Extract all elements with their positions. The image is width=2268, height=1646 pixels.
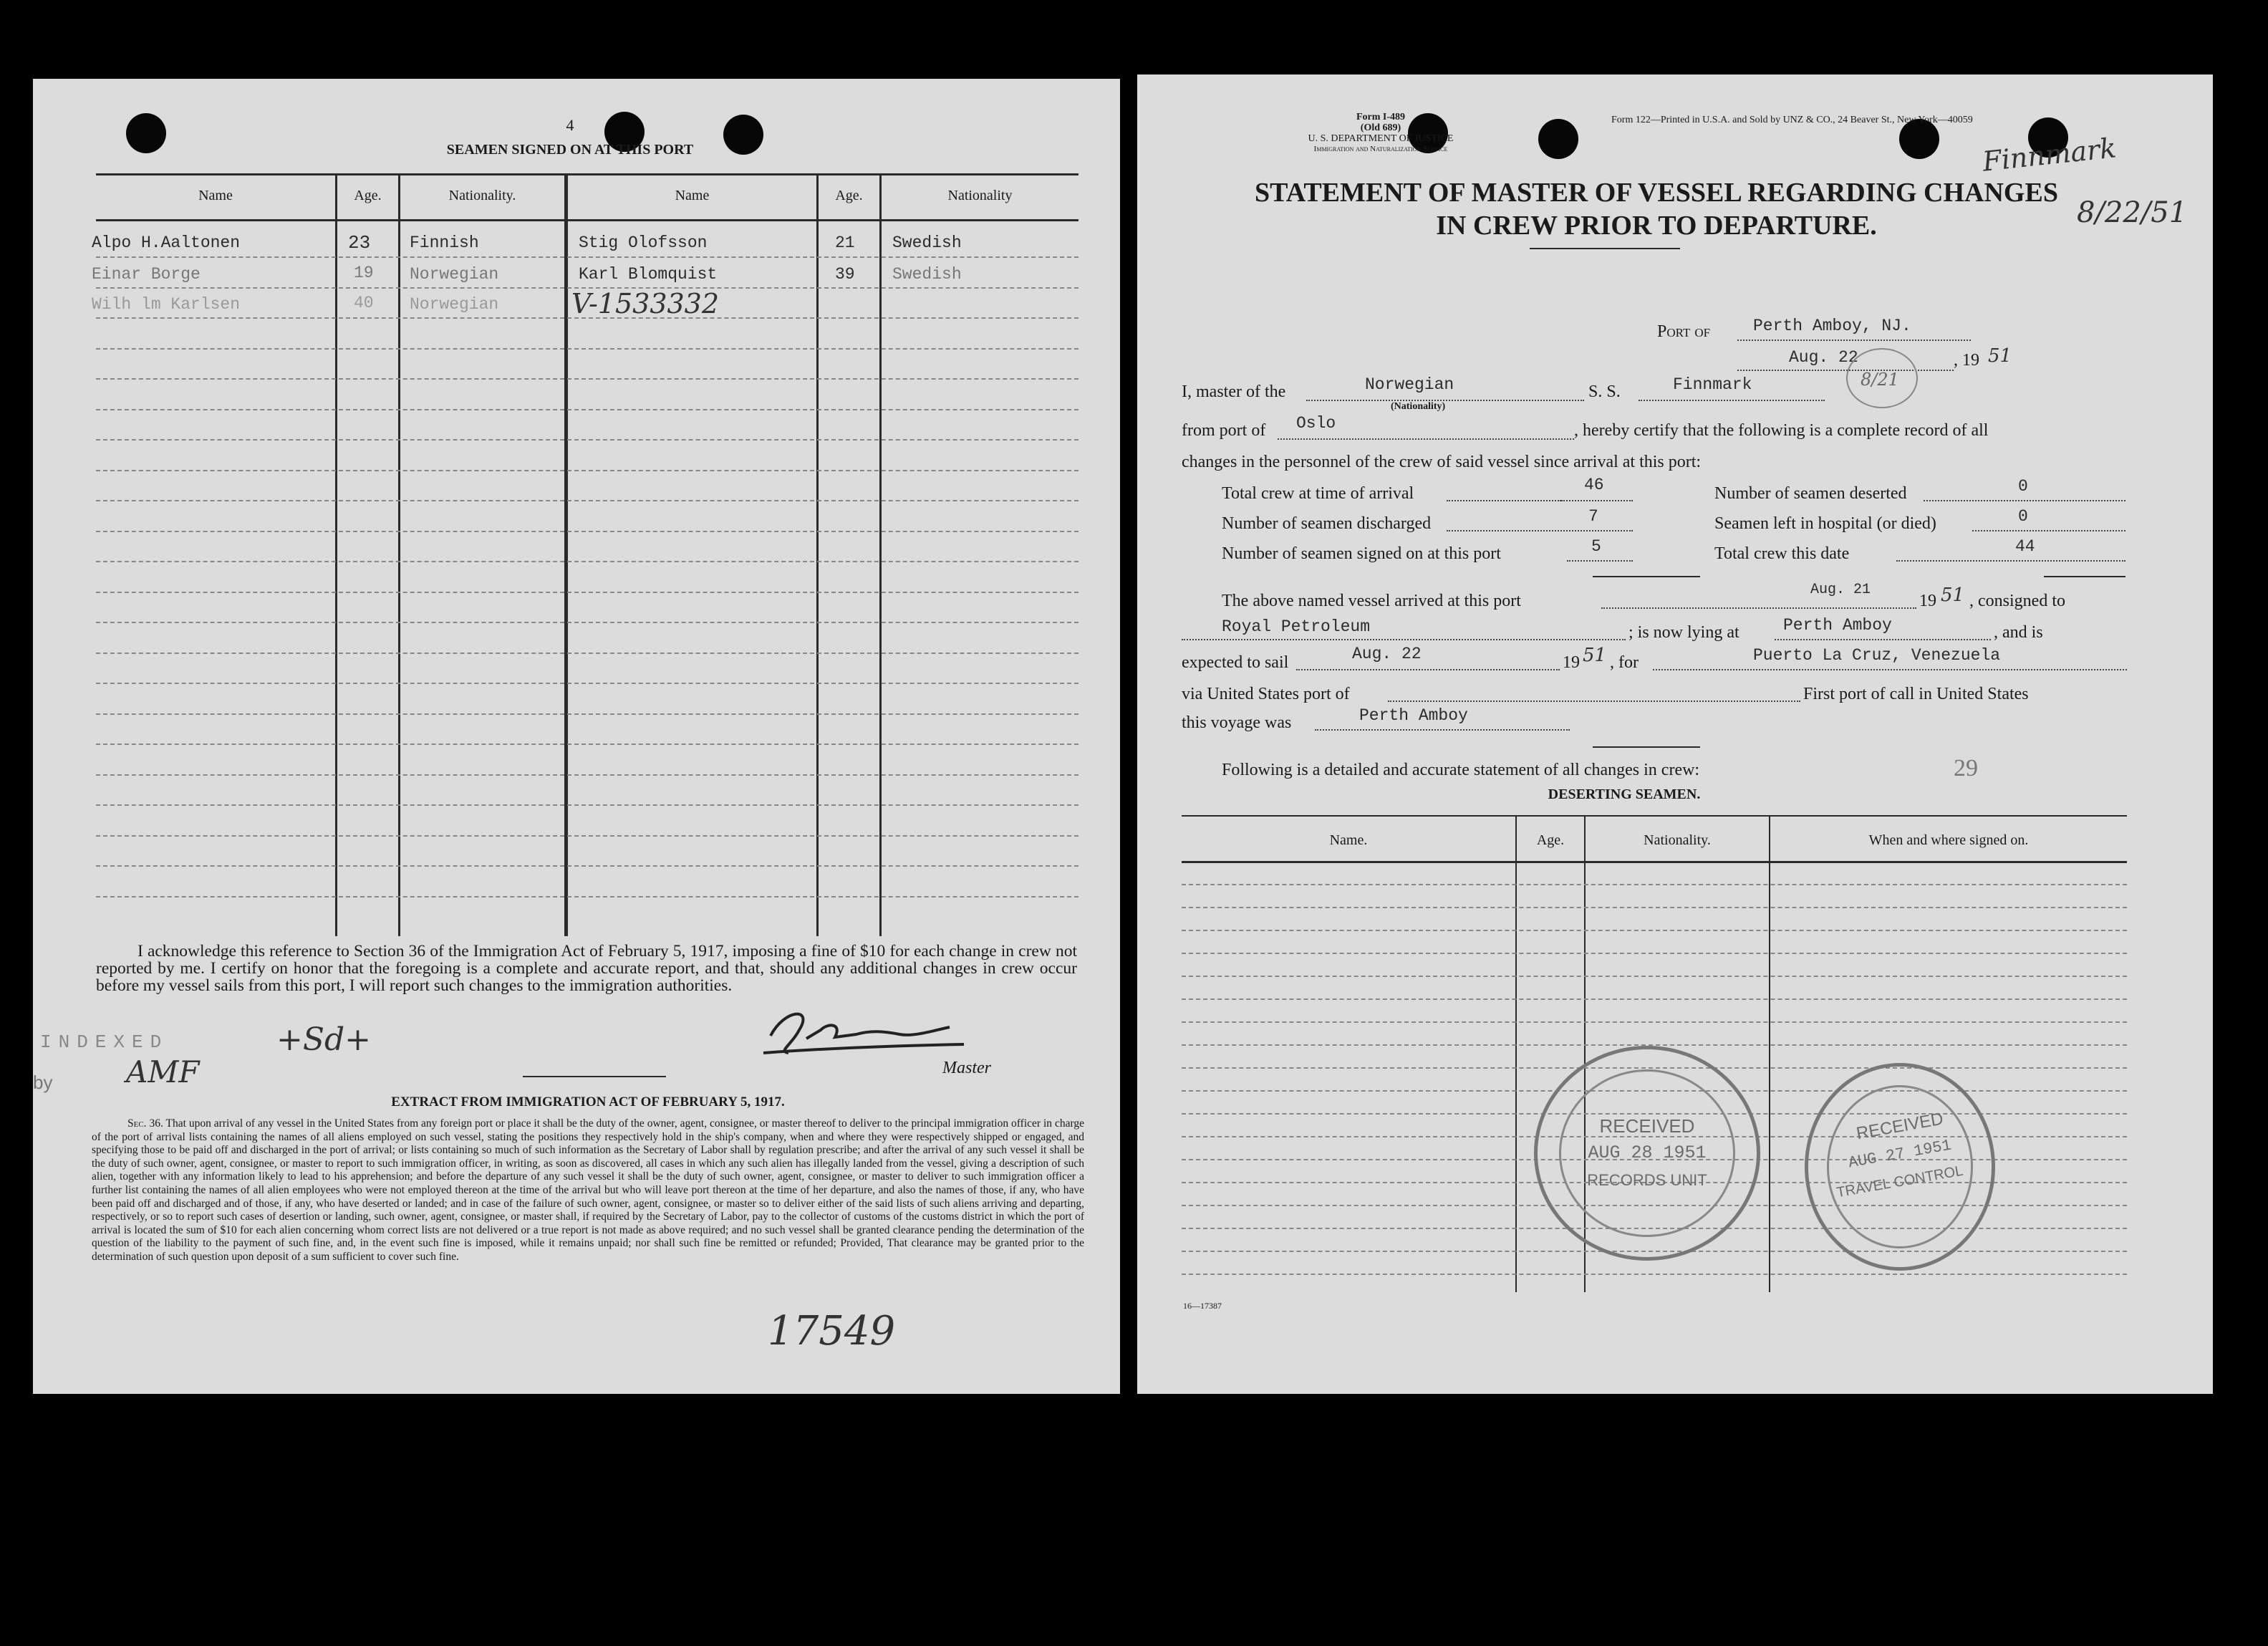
row-rule — [1182, 953, 2127, 954]
left-page — [33, 79, 1120, 1394]
divider-rule — [1593, 746, 1700, 748]
footer-code: 16—17387 — [1183, 1301, 1222, 1311]
master-signature — [749, 1001, 978, 1066]
seaman-nationality: Norwegian — [410, 295, 499, 314]
row-rule — [1182, 1021, 2127, 1023]
date-value: Aug. 22 — [1789, 348, 1858, 367]
changes-count: 29 — [1954, 755, 1978, 781]
seaman-age: 39 — [835, 265, 855, 284]
arrived-label: The above named vessel arrived at this port — [1222, 592, 1521, 610]
stat-underline — [1561, 500, 1633, 501]
lying-at-label: ; is now lying at — [1628, 623, 1739, 642]
stamp-date: AUG 28 1951 — [1588, 1142, 1707, 1163]
year-prefix: , 19 — [1954, 351, 1979, 370]
total-crew-arrival-label: Total crew at time of arrival — [1222, 484, 1414, 503]
lying-at-value: Perth Amboy — [1783, 616, 1892, 635]
row-rule — [1182, 930, 2127, 931]
ship-underline — [1639, 400, 1825, 401]
stamp-received: RECEIVED — [1599, 1115, 1695, 1137]
handwritten-ship-name: Finnmark — [1981, 132, 2118, 178]
seaman-age: 19 — [354, 264, 374, 282]
voyage-label: this voyage was — [1182, 713, 1292, 732]
destination-value: Puerto La Cruz, Venezuela — [1753, 646, 2001, 665]
punch-hole — [1538, 119, 1578, 159]
seaman-age: 40 — [354, 294, 374, 312]
section-label: Sec. 36. — [127, 1117, 163, 1130]
row-rule — [96, 865, 1078, 867]
extract-title: EXTRACT FROM IMMIGRATION ACT OF FEBRUARY 5, 1917. — [391, 1094, 785, 1110]
service-name: Immigration and Naturalization Service — [1313, 145, 1448, 153]
seaman-name: Karl Blomquist — [579, 265, 718, 284]
deserted-value: 0 — [2018, 477, 2028, 496]
old-form-number: (Old 689) — [1360, 122, 1401, 133]
sail-year: 51 — [1583, 645, 1607, 666]
row-rule — [96, 804, 1078, 806]
stat-underline — [1924, 500, 2125, 501]
extract-text — [92, 1117, 1084, 1264]
from-port-value: Oslo — [1296, 414, 1336, 433]
indexed-stamp: INDEXED — [40, 1031, 169, 1053]
handwritten-date: 8/22/51 — [2077, 196, 2188, 229]
nationality-caption: (Nationality) — [1391, 401, 1446, 412]
expected-label: expected to sail — [1182, 653, 1289, 672]
date-underline — [1737, 370, 1954, 371]
column-header-name: Name — [675, 188, 710, 203]
following-text: Following is a detailed and accurate statement of all changes in crew: — [1222, 761, 1700, 779]
records-unit-stamp — [1534, 1046, 1760, 1261]
port-underline — [1737, 340, 1971, 341]
first-port-label: First port of call in United States — [1803, 685, 2029, 703]
indexed-mark: +Sd+ — [276, 1021, 372, 1058]
travel-control-stamp — [1805, 1063, 1995, 1271]
printer-line: Form 122—Printed in U.S.A. and Sold by UNZ & CO., 24 Beaver St., New York—40059 — [1611, 115, 1973, 125]
arrived-underline — [1601, 607, 1916, 609]
row-rule — [1182, 1274, 2127, 1275]
row-rule — [96, 561, 1078, 562]
form-header — [1245, 112, 1517, 155]
seaman-name: Wilh lm Karlsen — [92, 295, 241, 314]
by-initials: AMF — [126, 1054, 200, 1089]
table-header-rule — [96, 219, 1078, 221]
deserting-column-name: Name. — [1329, 832, 1368, 848]
sail-date: Aug. 22 — [1352, 645, 1422, 663]
row-rule — [96, 653, 1078, 654]
total-crew-arrival-value: 46 — [1584, 476, 1604, 494]
stat-total-rule — [2044, 576, 2125, 577]
deserting-seamen-title: DESERTING SEAMEN. — [1548, 786, 1701, 802]
circle-mark-text: 8/21 — [1861, 370, 1899, 390]
title-underline — [1530, 248, 1680, 249]
stat-underline — [1447, 530, 1633, 531]
row-rule — [1182, 998, 2127, 1000]
total-crew-date-label: Total crew this date — [1714, 544, 1850, 563]
hospital-label: Seamen left in hospital (or died) — [1714, 514, 1936, 533]
consignee-value: Royal Petroleum — [1222, 617, 1371, 636]
right-page — [1137, 74, 2213, 1394]
deserted-label: Number of seamen deserted — [1714, 484, 1907, 503]
total-crew-date-value: 44 — [2015, 537, 2035, 556]
ship-value: Finnmark — [1673, 375, 1752, 394]
row-rule — [1182, 884, 2127, 885]
seaman-name: Stig Olofsson — [579, 234, 708, 252]
from-port-label: from port of — [1182, 421, 1266, 440]
column-header-nationality: Nationality — [947, 188, 1013, 203]
seaman-name: Einar Borge — [92, 265, 201, 284]
arrived-year: 51 — [1941, 584, 1965, 606]
row-rule — [96, 683, 1078, 684]
year-value: 51 — [1988, 345, 2012, 367]
seamen-signed-on-title: SEAMEN SIGNED ON AT THIS PORT — [446, 142, 694, 158]
arrived-date: Aug. 21 — [1810, 582, 1871, 598]
column-divider — [1769, 815, 1770, 1292]
by-label: by — [33, 1072, 53, 1093]
table-header-rule — [1182, 861, 2127, 863]
seaman-nationality: Finnish — [410, 234, 479, 252]
consignee-underline — [1182, 639, 1626, 640]
stat-total-rule — [1593, 576, 1700, 577]
column-header-age: Age. — [354, 188, 382, 203]
row-rule — [96, 531, 1078, 532]
via-label: via United States port of — [1182, 685, 1350, 703]
signed-on-label: Number of seamen signed on at this port — [1222, 544, 1501, 563]
first-port-value: Perth Amboy — [1359, 706, 1468, 725]
seaman-age: 21 — [835, 234, 855, 252]
seaman-nationality: Swedish — [892, 234, 962, 252]
hospital-value: 0 — [2018, 507, 2028, 526]
sail-date-underline — [1296, 669, 1560, 670]
via-underline — [1388, 701, 1800, 702]
arrived-year-prefix: 19 — [1919, 592, 1936, 610]
row-rule — [96, 896, 1078, 897]
ss-label: S. S. — [1588, 382, 1621, 401]
consigned-to-label: , consigned to — [1969, 592, 2065, 610]
row-rule — [96, 470, 1078, 471]
stamp-unit: RECORDS UNIT — [1587, 1171, 1707, 1189]
stat-underline — [1447, 500, 1561, 501]
master-label: Master — [942, 1059, 991, 1077]
certify-text: , hereby certify that the following is a complete record of all — [1574, 421, 1989, 440]
stamp-date: AUG 27 1951 — [1847, 1136, 1953, 1173]
row-rule — [96, 500, 1078, 501]
row-rule — [96, 409, 1078, 410]
acknowledgement-text: I acknowledge this reference to Section 36 of the Immigration Act of February 5, 1917, imposing a fine of $10 for each change in crew not reported by me. I certify on honor that the foregoing is a complete and accurate report, and that, should any additional changes in crew occur before my vessel sails from this port, I will report such changes to the immigration authorities. — [96, 942, 1077, 995]
row-rule — [96, 743, 1078, 745]
for-label: , for — [1610, 653, 1639, 672]
title-line-1: STATEMENT OF MASTER OF VESSEL REGARDING CHANGES — [1255, 178, 2058, 208]
stat-underline — [1567, 560, 1633, 562]
column-header-age: Age. — [835, 188, 863, 203]
stamp-received: RECEIVED — [1855, 1109, 1945, 1144]
voyage-underline — [1315, 729, 1570, 731]
signed-on-value: 5 — [1591, 537, 1601, 556]
seaman-age: 23 — [348, 232, 371, 254]
department-name: U. S. DEPARTMENT OF JUSTICE — [1308, 133, 1454, 144]
nationality-value: Norwegian — [1365, 375, 1454, 394]
discharged-label: Number of seamen discharged — [1222, 514, 1432, 533]
column-divider — [1515, 815, 1517, 1292]
deserting-column-age: Age. — [1536, 832, 1565, 848]
column-header-name: Name — [198, 188, 233, 203]
row-rule — [96, 774, 1078, 776]
divider-rule — [523, 1076, 666, 1077]
punch-hole — [126, 113, 166, 153]
sail-year-prefix: 19 — [1563, 653, 1580, 672]
deserting-column-signed-on: When and where signed on. — [1868, 832, 2029, 848]
page-number: 4 — [566, 116, 574, 134]
and-is-label: , and is — [1994, 623, 2043, 642]
form-number: Form I-489 — [1356, 112, 1406, 122]
row-rule — [1182, 976, 2127, 977]
extract-body: That upon arrival of any vessel in the United States from any foreign port or place it shall be the duty of the owner, agent, consignee, or master thereof to deliver to the principal immigration officer in charge of the port of arrival lists containing the names of all aliens employed on such vessel, stating the positions they respectively hold in the ship's company, when and where they were respectively shipped or engaged, and specifying those to be paid off and discharged in the port of arrival; or lists containing so much of such information as the Secretary of Labor shall by regulation prescribe; and after the arrival of any such vessel it shall be the duty of such owner, agent, consignee, or master to report to such immigration officer, in writing, as soon as discovered, all cases in which any such alien has illegally landed from the vessel, giving a description of such alien, together with any information likely to lead to his apprehension; and before the departure of any such vessel it shall be the duty of such owner, agent, consignee, or master to deliver to such immigration officer a further list containing the names of all alien employees who were not employed thereon at the time of the arrival but who will leave port thereon at the time of her departure, and also the names of those, if any, who have been paid off and discharged and of those, if any, who have deserted or landed; and in case of the failure of such owner, agent, consignee, or master so to deliver either of the said lists of such aliens arriving and departing, respectively, or so to report such cases of desertion or landing, such owner, agent, consignee, or master shall, if required by the Secretary of Labor, pay to the collector of customs of the customs district in which the port of arrival is located the sum of $10 for each alien concerning whom correct lists are not delivered or a true report is not made as above required; and no such vessel shall be granted clearance pending the determination of the question of the liability to the payment of such fine, and, in the event such fine is imposed, while it remains unpaid; nor shall such fine be remitted or refunded; Provided, That clearance may be granted prior to the determination of such question upon deposit of a sum sufficient to cover such fine. — [92, 1117, 1084, 1263]
row-rule — [96, 592, 1078, 593]
handwritten-number: V-1533332 — [571, 288, 720, 319]
deserting-column-nationality: Nationality. — [1644, 832, 1711, 848]
row-rule — [96, 622, 1078, 623]
title-line-2: IN CREW PRIOR TO DEPARTURE. — [1436, 211, 1877, 241]
discharged-value: 7 — [1588, 507, 1598, 526]
row-rule — [96, 348, 1078, 350]
row-rule — [96, 439, 1078, 441]
row-rule — [96, 378, 1078, 380]
handwritten-file-number: 17549 — [768, 1308, 896, 1354]
port-value: Perth Amboy, NJ. — [1753, 317, 1911, 335]
row-rule — [96, 256, 1078, 258]
table-top-rule — [1182, 815, 2127, 817]
destination-underline — [1653, 669, 2127, 670]
row-rule — [96, 713, 1078, 715]
stamp-unit: TRAVEL CONTROL — [1835, 1163, 1964, 1201]
form-title — [1173, 176, 2140, 242]
port-label: Port of — [1657, 322, 1711, 341]
row-rule — [96, 835, 1078, 837]
lying-at-underline — [1775, 639, 1991, 640]
seaman-nationality: Norwegian — [410, 265, 499, 284]
stat-underline — [1972, 530, 2125, 531]
table-top-rule — [96, 173, 1078, 175]
seaman-nationality: Swedish — [892, 265, 962, 284]
from-port-underline — [1278, 438, 1574, 440]
changes-text: changes in the personnel of the crew of said vessel since arrival at this port: — [1182, 453, 1702, 471]
column-header-nationality: Nationality. — [448, 188, 516, 203]
stat-underline — [1896, 560, 2125, 562]
row-rule — [1182, 907, 2127, 908]
master-of-the-label: I, master of the — [1182, 382, 1286, 401]
seaman-name: Alpo H.Aaltonen — [92, 234, 241, 252]
